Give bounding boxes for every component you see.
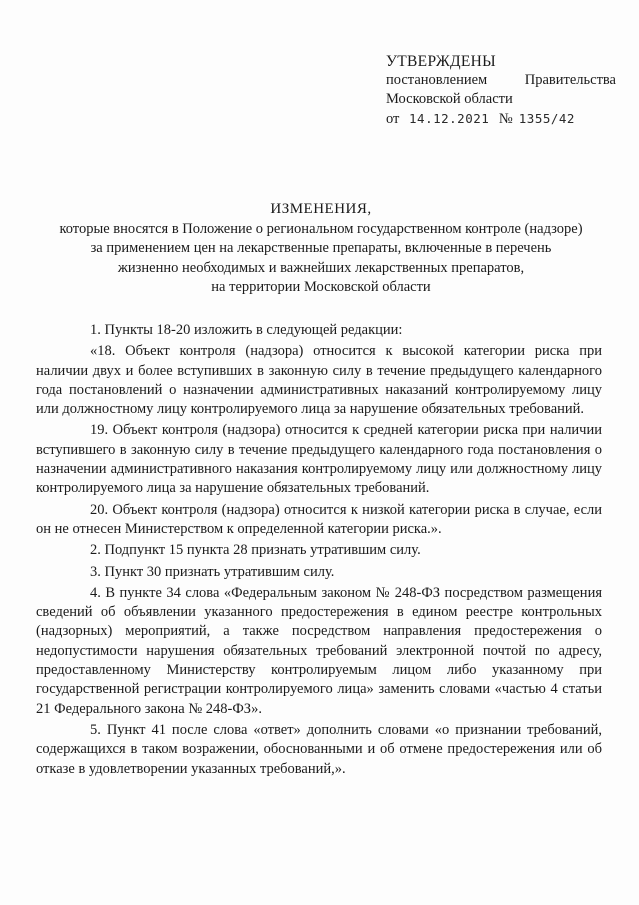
approval-line-2: Московской области (386, 91, 513, 107)
paragraph-19: 19. Объект контроля (надзора) относится к средней категории риска при наличии вступившего в законную силу в течение предыдущего календарного года постановления о назначении административного наказания контролируемому лицу или должностному лицу контролируемого лица за нарушение обязательных требований. (36, 422, 602, 497)
approval-line-1-left: постановлением (386, 72, 488, 88)
number-prefix: № (498, 111, 513, 127)
approval-stamp (386, 52, 616, 129)
paragraph-18: «18. Объект контроля (надзора) относится к высокой категории риска при наличии двух и более вступивших в законную силу в течение предыдущего календарного года постановлений о назначении административных наказаний контролируемому лицу или должностному лицу контролируемого лица за нарушение обязательных требований. (36, 343, 602, 418)
paragraph-5: 5. Пункт 41 после слова «ответ» дополнить словами «о признании требований, содержащихся в таком возражении, обоснованными и об отмене предостережения или об отказе в удовлетворении указанных требований,». (36, 721, 602, 777)
date-prefix: от (386, 111, 400, 127)
title-line-1: которые вносятся в Положение о региональном государственном контроле (надзоре) (59, 220, 583, 237)
approval-number: 1355/42 (518, 111, 575, 126)
document-title-block (36, 200, 606, 298)
paragraph-20: 20. Объект контроля (надзора) относится к низкой категории риска в случае, если он не отнесен Министерством к определенной категории риска.». (36, 501, 602, 537)
paragraph-3: 3. Пункт 30 признать утратившим силу. (90, 563, 335, 580)
approval-date: 14.12.2021 (409, 111, 490, 126)
approval-line-1 (386, 71, 616, 90)
approval-heading: УТВЕРЖДЕНЫ (386, 53, 496, 70)
paragraph-4: 4. В пункте 34 слова «Федеральным законом № 248-ФЗ посредством размещения сведений об объявлении указанного предостережения в едином реестре контрольных (надзорных) мероприятий, а также посредством направления предостережения о недопустимости нарушения обязательных требований электронной почтой по адресу, предоставленному Министерству контролируемым лицом либо указанному при государственной регистрации контролируемого лица» заменить словами «частью 4 статьи 21 Федерального закона № 248-ФЗ». (36, 584, 602, 717)
paragraph-2: 2. Подпункт 15 пункта 28 признать утратившим силу. (90, 542, 421, 559)
approval-date-row (386, 109, 616, 129)
title-line-2: за применением цен на лекарственные препараты, включенные в перечень (90, 240, 552, 256)
title-line-3: жизненно необходимых и важнейших лекарственных препаратов, (117, 259, 525, 276)
document-body (36, 321, 602, 781)
paragraph-1: 1. Пункты 18-20 изложить в следующей редакции: (90, 322, 403, 338)
title-line-4: на территории Московской области (211, 279, 431, 295)
approval-line-1-right: Правительства (524, 72, 616, 88)
document-title: ИЗМЕНЕНИЯ, (270, 201, 372, 217)
